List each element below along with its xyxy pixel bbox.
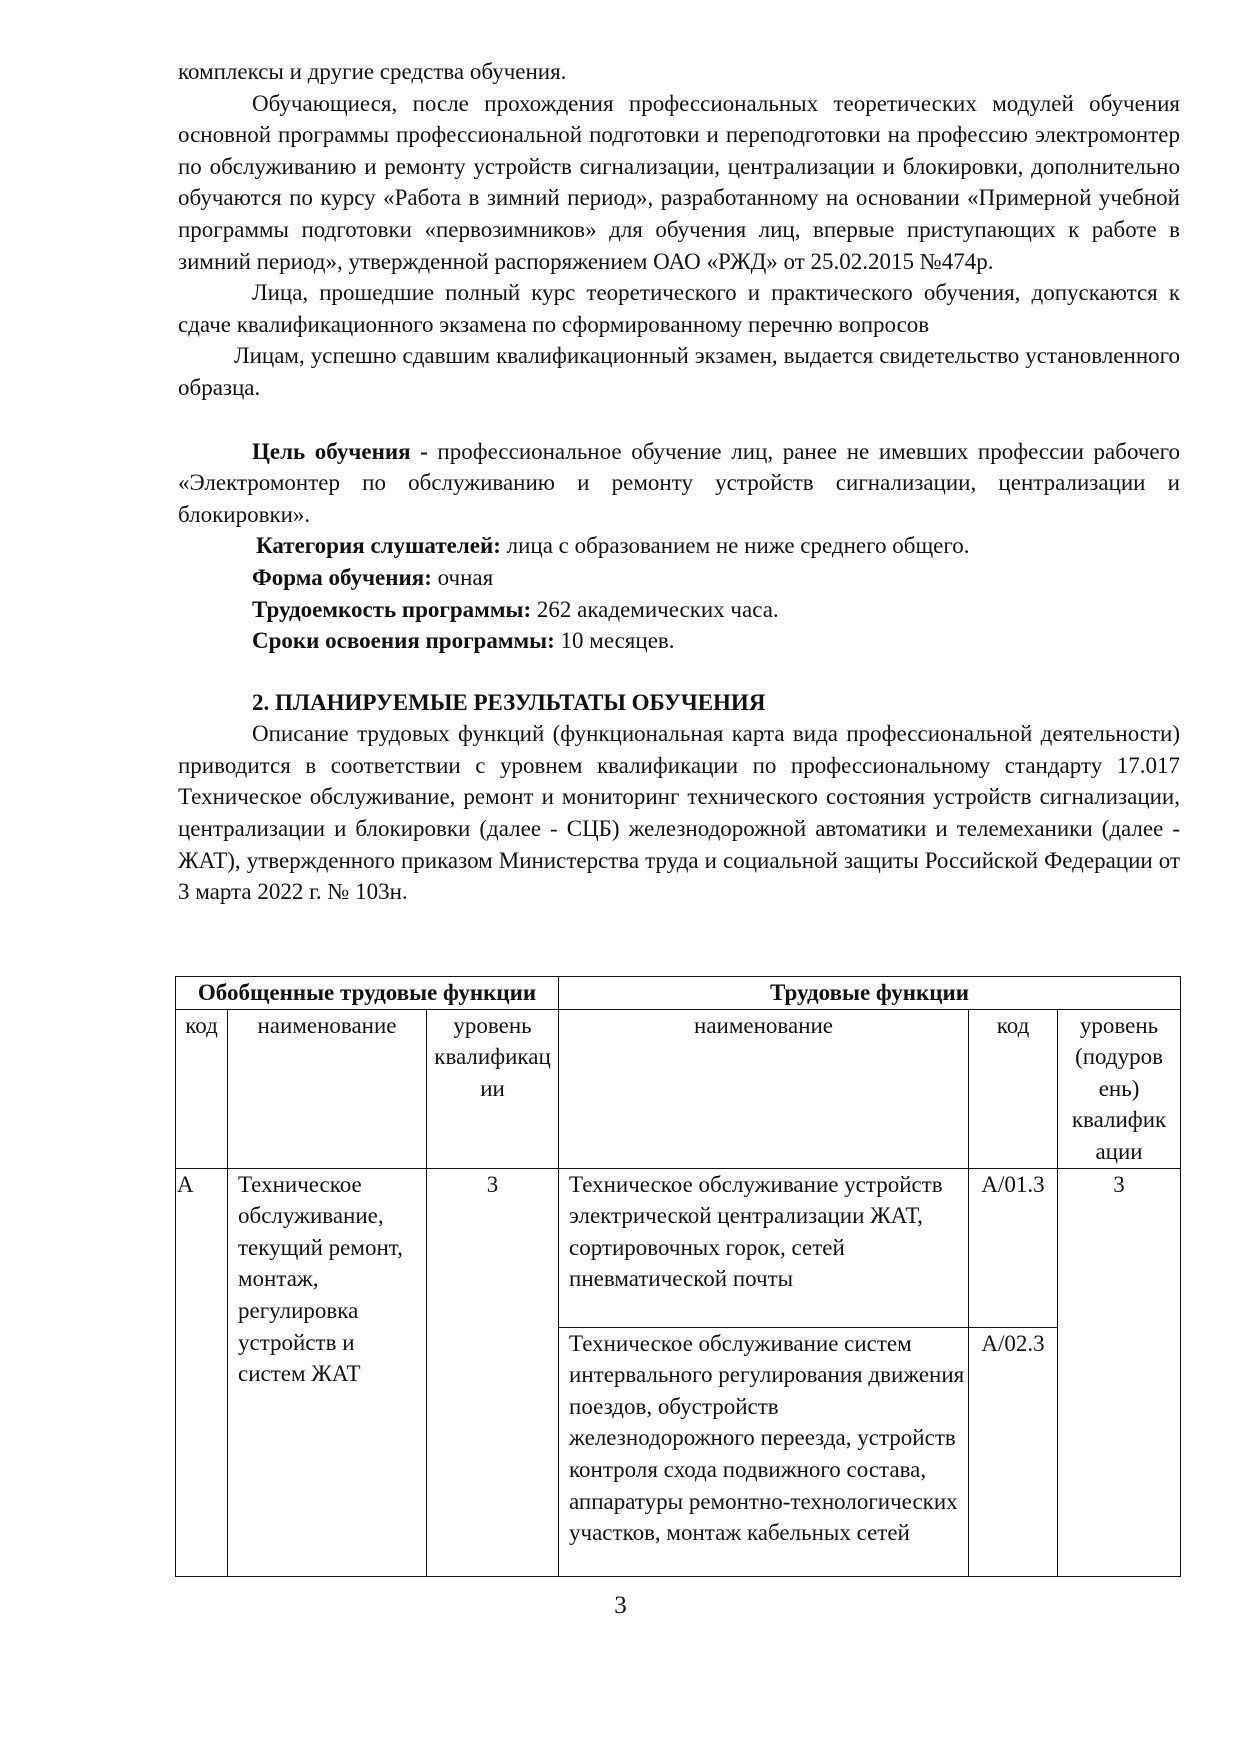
duration-label: Сроки освоения программы: xyxy=(252,628,555,654)
paragraph-exam-admission: Лица, прошедшие полный курс теоретического и практического обучения, допускаются к сдаче квалификационного экзамена по сформированному перечню вопросов xyxy=(178,280,1180,337)
col-header-gtf-name: наименование xyxy=(228,1009,427,1168)
duration-text: 10 месяцев. xyxy=(554,628,675,654)
table-group-header-row xyxy=(176,977,1181,1010)
col-header-gtf-code: код xyxy=(176,1009,228,1168)
category-label: Категория слушателей: xyxy=(256,533,501,559)
section-intro: Описание трудовых функций (функциональная карта вида профессиональной деятельности) приводится в соответствии с уровнем квалификации по профессиональному стандарту 17.017 Техническое обслуживание, ремонт и мониторинг технического состояния устройств сигнализации, централизации и блокировки (далее - СЦБ) железнодорожной автоматики и телемеханики (далее - ЖАТ), утвержденного приказом Министерства труда и социальной защиты Российской Федерации от 3 марта 2022 г. № 103н. xyxy=(178,721,1180,905)
tf-code-cell: А/02.3 xyxy=(969,1327,1058,1576)
col-header-tf-code: код xyxy=(969,1009,1058,1168)
col-header-tf-level: уровень (подуров ень) квалифик ации xyxy=(1058,1009,1181,1168)
form-label: Форма обучения: xyxy=(252,564,432,590)
category-line xyxy=(178,530,1180,562)
table-row xyxy=(176,1168,1181,1327)
tf-level-cell: 3 xyxy=(1058,1168,1181,1576)
page-number: 3 xyxy=(614,1592,627,1619)
gtf-name-cell: Техническое обслуживание, текущий ремонт, монтаж, регулировка устройств и систем ЖАТ xyxy=(228,1168,427,1576)
workload-text: 262 академических часа. xyxy=(531,596,779,622)
paragraph-certificate: Лицам, успешно сдавшим квалификационный экзамен, выдается свидетельство установленного образца. xyxy=(178,343,1180,400)
tf-code-cell: А/01.3 xyxy=(969,1168,1058,1327)
goal-line xyxy=(178,436,1180,531)
workload-label: Трудоемкость программы: xyxy=(252,596,532,622)
header-generalized-functions: Обобщенные трудовые функции xyxy=(176,977,559,1010)
document-body xyxy=(178,56,1180,908)
tf-name-cell: Техническое обслуживание устройств электрической централизации ЖАТ, сортировочных горок, сетей пневматической почты xyxy=(559,1168,969,1327)
tf-name-cell: Техническое обслуживание систем интервального регулирования движения поездов, обустройств железнодорожного переезда, устройств контроля схода подвижного состава, аппаратуры ремонтно-технологических участков, монтаж кабельных сетей xyxy=(559,1327,969,1576)
form-text: очная xyxy=(431,564,494,590)
form-line xyxy=(178,562,1180,594)
goal-label: Цель обучения - xyxy=(252,438,428,464)
gtf-level-cell: 3 xyxy=(427,1168,559,1576)
category-text: лица с образованием не ниже среднего общего. xyxy=(500,533,970,559)
col-header-tf-name: наименование xyxy=(559,1009,969,1168)
spacer xyxy=(178,404,1180,436)
spacer xyxy=(178,657,1180,687)
duration-line xyxy=(178,625,1180,657)
labor-functions-table xyxy=(175,976,1181,1577)
header-labor-functions: Трудовые функции xyxy=(559,977,1181,1010)
col-header-gtf-level: уровень квалификац ии xyxy=(427,1009,559,1168)
workload-line xyxy=(178,594,1180,626)
gtf-code-cell: А xyxy=(176,1168,228,1576)
table-column-header-row xyxy=(176,1009,1181,1168)
paragraph-continuation: комплексы и другие средства обучения. xyxy=(178,59,567,84)
section-heading: 2. ПЛАНИРУЕМЫЕ РЕЗУЛЬТАТЫ ОБУЧЕНИЯ xyxy=(252,689,766,715)
goal-text: профессиональное обучение лиц, ранее не имевших профессии рабочего «Электромонтер по обслуживанию и ремонту устройств сигнализации, централизации и блокировки». xyxy=(178,438,1181,527)
paragraph-winter-course: Обучающиеся, после прохождения профессиональных теоретических модулей обучения основной программы профессиональной подготовки и переподготовки на профессию электромонтер по обслуживанию и ремонту устройств сигнализации, централизации и блокировки, дополнительно обучаются по курсу «Работа в зимний период», разработанному на основании «Примерной учебной программы подготовки «первозимников» для обучения лиц, впервые приступающих к работе в зимний период», утвержденной распоряжением ОАО «РЖД» от 25.02.2015 №474р. xyxy=(178,90,1180,274)
